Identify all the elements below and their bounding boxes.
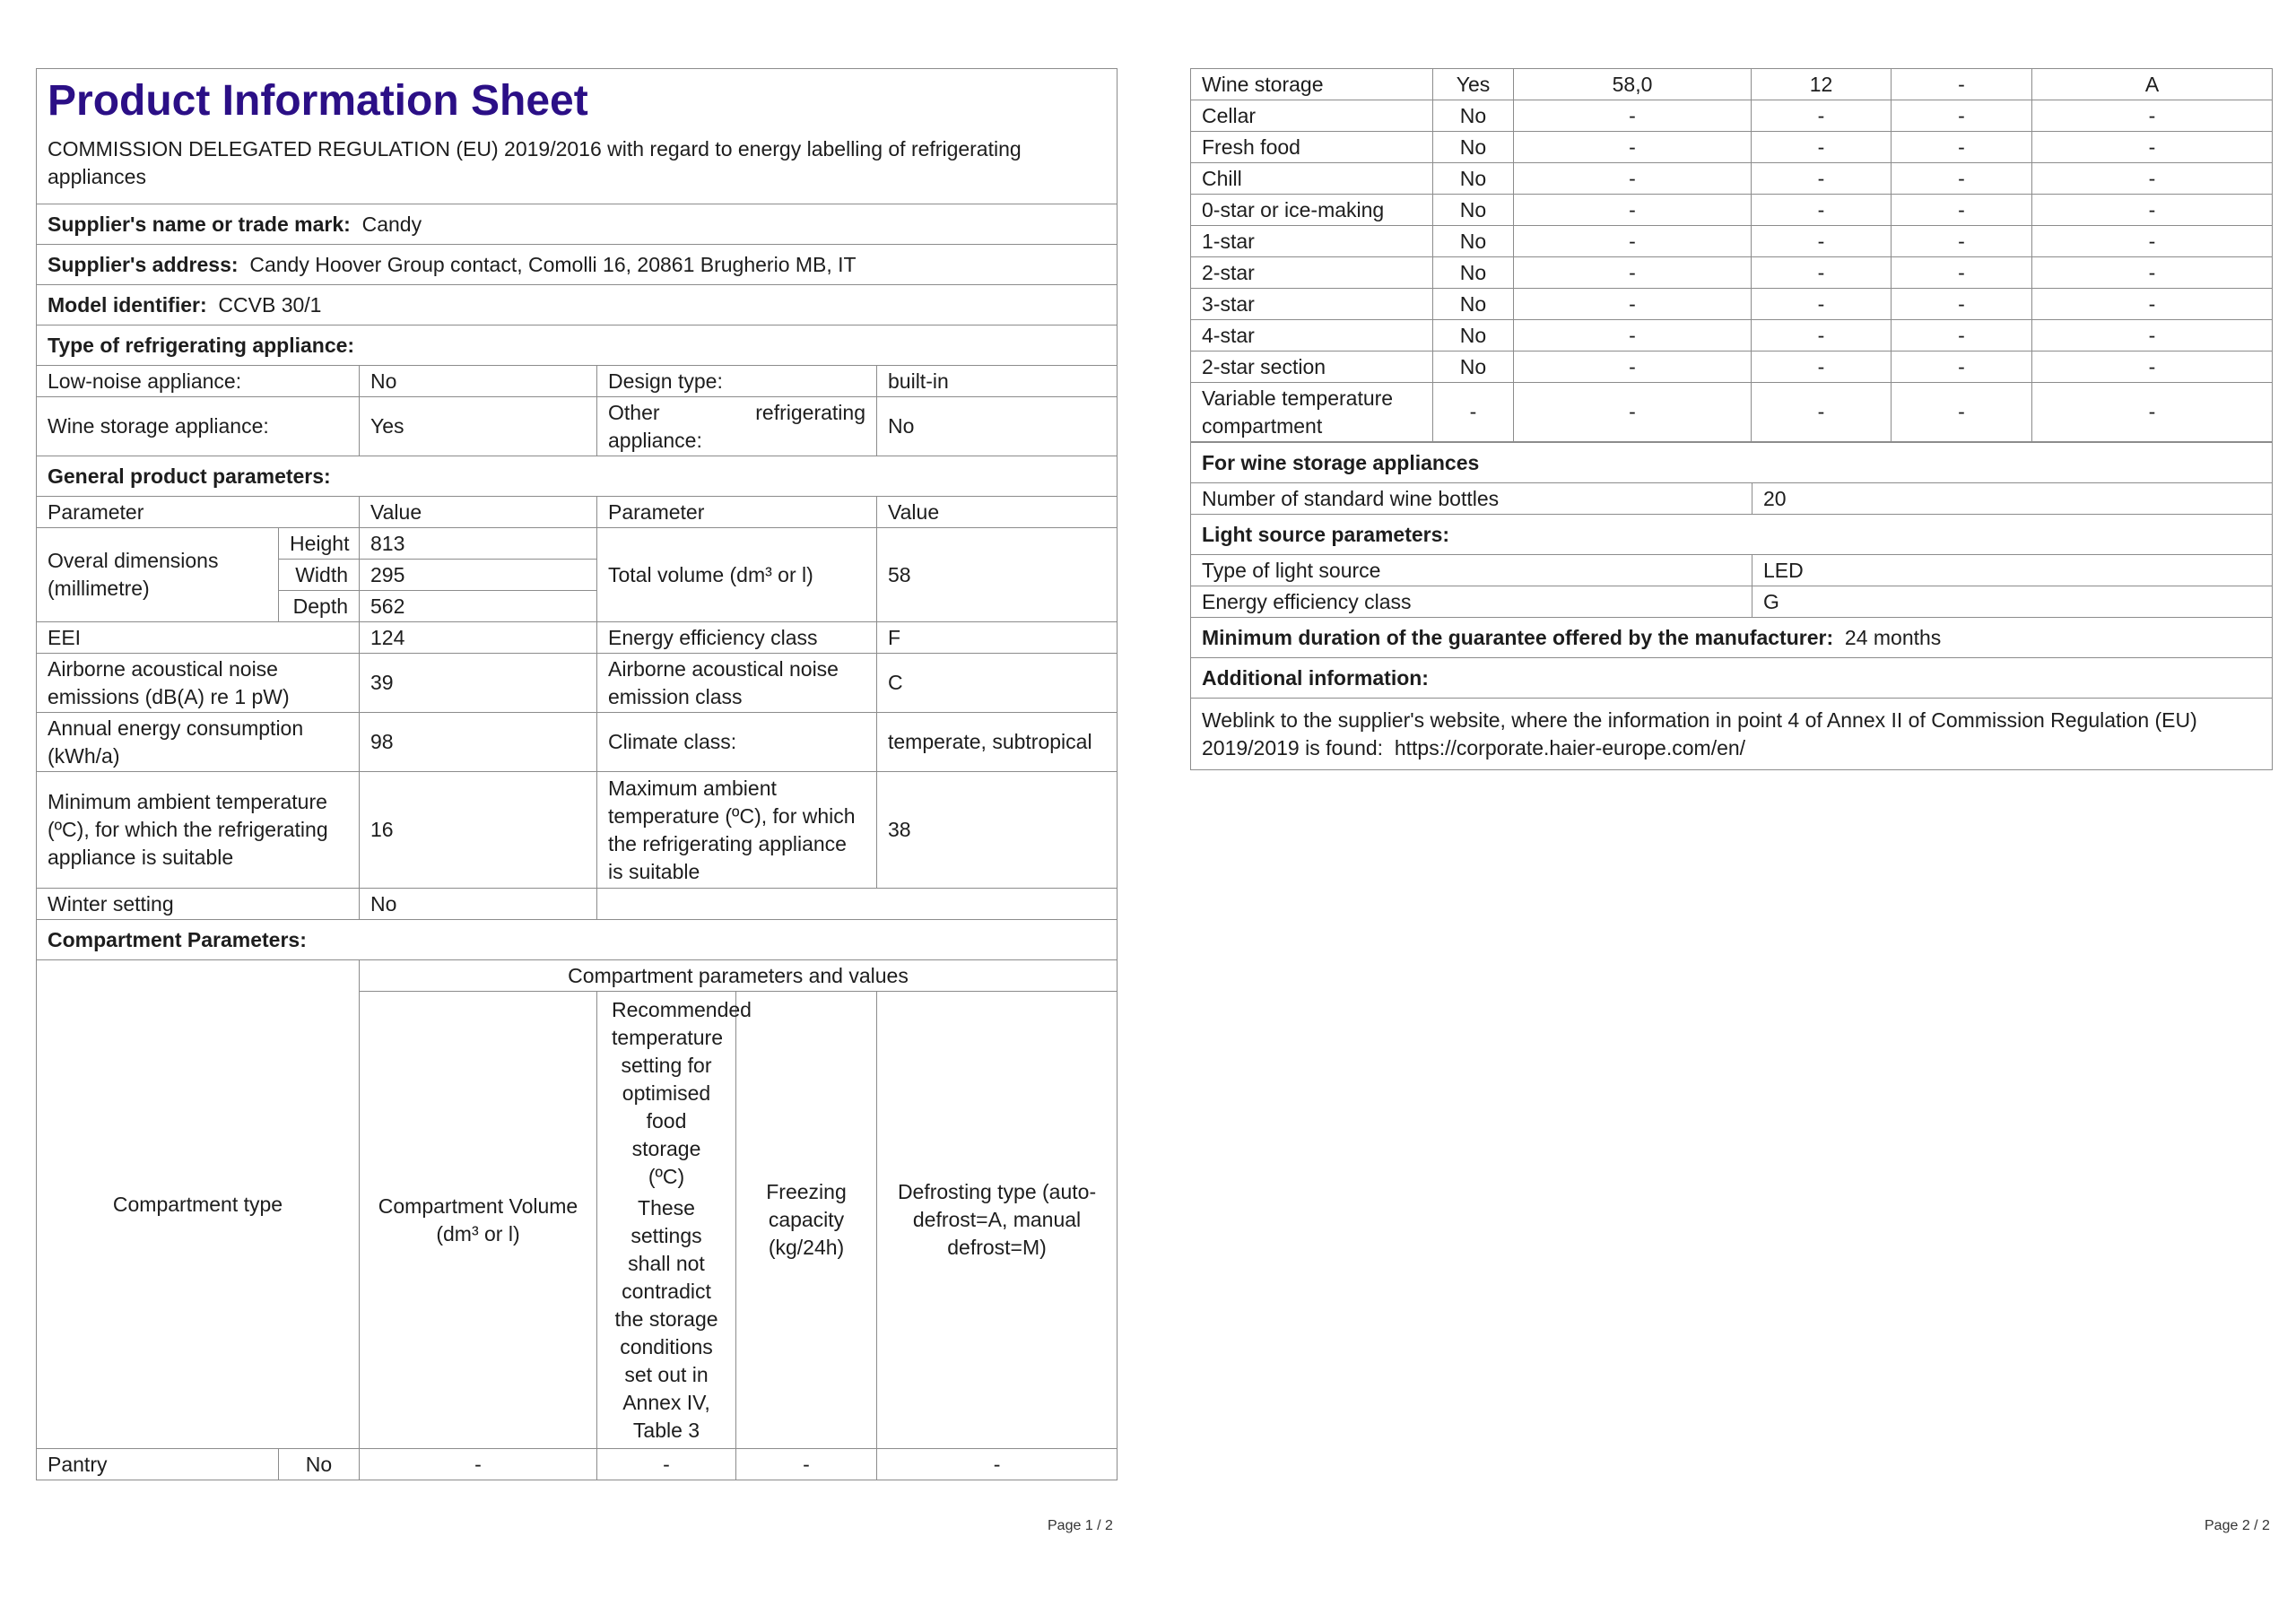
compartment-temp: - [1752, 195, 1892, 226]
compartment-temp: - [1752, 383, 1892, 442]
compartment-present: No [1433, 320, 1514, 352]
compartment-volume: - [1514, 289, 1752, 320]
compartment-present: Yes [1433, 69, 1514, 100]
comp-volume-header: Compartment Volume (dm³ or l) [360, 992, 597, 1449]
compartment-row [1191, 132, 2273, 163]
model-row [37, 285, 1118, 325]
page-2 [1190, 68, 2272, 770]
compartment-row [1191, 195, 2273, 226]
compartment-temp: - [1752, 320, 1892, 352]
wine-storage-label: Wine storage appliance: [37, 397, 360, 456]
guarantee-label: Minimum duration of the guarantee offered by the manufacturer: [1202, 625, 1834, 649]
compartment-defrost: - [2032, 163, 2273, 195]
pantry-present: No [279, 1449, 360, 1480]
pantry-temp: - [597, 1449, 736, 1480]
width-value: 295 [360, 560, 597, 591]
wine-storage-value: Yes [360, 397, 597, 456]
guarantee-row [1191, 618, 2273, 658]
compartment-freezing: - [1892, 226, 2032, 257]
annual-consumption-value: 98 [360, 713, 597, 772]
compartment-defrost: A [2032, 69, 2273, 100]
weblink-url[interactable]: https://corporate.haier-europe.com/en/ [1394, 735, 1746, 759]
compartment-row [1191, 100, 2273, 132]
compartment-defrost: - [2032, 195, 2273, 226]
model-value: CCVB 30/1 [218, 292, 322, 317]
compartment-volume: - [1514, 195, 1752, 226]
compartment-row [1191, 289, 2273, 320]
col-parameter-2: Parameter [597, 497, 877, 528]
compartment-defrost: - [2032, 289, 2273, 320]
supplier-address-row [37, 245, 1118, 285]
compartment-name: Chill [1191, 163, 1433, 195]
general-params-heading: General product parameters: [37, 456, 1118, 497]
compartment-row [1191, 383, 2273, 442]
additional-info-heading: Additional information: [1191, 658, 2273, 699]
compartment-present: No [1433, 226, 1514, 257]
compartment-name: Fresh food [1191, 132, 1433, 163]
eei-label: EEI [37, 622, 360, 654]
compartment-defrost: - [2032, 226, 2273, 257]
regulation-subtitle: COMMISSION DELEGATED REGULATION (EU) 2019/2016 with regard to energy labelling of refrigerating appliances [48, 137, 1022, 188]
compartment-temp: - [1752, 100, 1892, 132]
eec-label: Energy efficiency class [597, 622, 877, 654]
compartment-volume: - [1514, 352, 1752, 383]
light-type-value: LED [1752, 555, 2273, 586]
total-volume-value: 58 [877, 528, 1118, 622]
supplier-name-value: Candy [361, 212, 422, 236]
compartment-freezing: - [1892, 163, 2032, 195]
light-eec-value: G [1752, 586, 2273, 618]
compartment-row [1191, 163, 2273, 195]
supplier-name-row [37, 204, 1118, 245]
compartment-name: Cellar [1191, 100, 1433, 132]
additional-table [1190, 442, 2273, 770]
height-value: 813 [360, 528, 597, 560]
col-parameter: Parameter [37, 497, 360, 528]
compartment-defrost: - [2032, 100, 2273, 132]
compartment-freezing: - [1892, 289, 2032, 320]
compartment-defrost: - [2032, 383, 2273, 442]
page-1-footer: Page 1 / 2 [1048, 1518, 1113, 1533]
compartment-volume: - [1514, 132, 1752, 163]
compartment-table [1190, 68, 2273, 442]
compartment-name: 1-star [1191, 226, 1433, 257]
low-noise-value: No [360, 366, 597, 397]
appliance-type-heading: Type of refrigerating appliance: [37, 325, 1118, 366]
compartment-present: - [1433, 383, 1514, 442]
compartment-present: No [1433, 195, 1514, 226]
compartment-temp: - [1752, 352, 1892, 383]
compartment-volume: - [1514, 320, 1752, 352]
comp-params-header: Compartment parameters and values [360, 960, 1118, 992]
compartment-temp: - [1752, 132, 1892, 163]
climate-class-value: temperate, subtropical [877, 713, 1118, 772]
supplier-address-value: Candy Hoover Group contact, Comolli 16, 20861 Brugherio MB, IT [249, 252, 857, 276]
col-value: Value [360, 497, 597, 528]
compartment-defrost: - [2032, 257, 2273, 289]
compartment-present: No [1433, 163, 1514, 195]
compartment-name: 3-star [1191, 289, 1433, 320]
compartment-temp: - [1752, 163, 1892, 195]
compartment-freezing: - [1892, 100, 2032, 132]
weblink-row [1191, 699, 2273, 770]
compartment-row [1191, 320, 2273, 352]
pantry-defrost: - [877, 1449, 1118, 1480]
compartment-name: Variable temperature compartment [1191, 383, 1433, 442]
compartment-temp: - [1752, 257, 1892, 289]
pantry-label: Pantry [37, 1449, 279, 1480]
page-title: Product Information Sheet [48, 77, 588, 125]
light-source-heading: Light source parameters: [1191, 515, 2273, 555]
compartment-name: 2-star section [1191, 352, 1433, 383]
page-2-footer: Page 2 / 2 [2205, 1518, 2270, 1533]
compartment-volume: - [1514, 257, 1752, 289]
compartment-defrost: - [2032, 352, 2273, 383]
empty-cell [597, 889, 1118, 920]
comp-temp-header-note: These settings shall not contradict the storage conditions set out in Annex IV, Table 3 [614, 1195, 718, 1442]
compartment-present: No [1433, 289, 1514, 320]
compartment-present: No [1433, 100, 1514, 132]
bottles-value: 20 [1752, 483, 2273, 515]
low-noise-label: Low-noise appliance: [37, 366, 360, 397]
compartment-row [1191, 69, 2273, 100]
compartment-temp: - [1752, 289, 1892, 320]
max-temp-label: Maximum ambient temperature (ºC), for which the refrigerating appliance is suitable [597, 772, 877, 889]
annual-consumption-label: Annual energy consumption (kWh/a) [37, 713, 360, 772]
supplier-name-label: Supplier's name or trade mark: [48, 212, 351, 236]
supplier-address-label: Supplier's address: [48, 252, 239, 276]
climate-class-label: Climate class: [597, 713, 877, 772]
compartment-volume: 58,0 [1514, 69, 1752, 100]
comp-defrost-header: Defrosting type (auto-defrost=A, manual defrost=M) [877, 992, 1118, 1449]
other-appliance-label: Other refrigerating appliance: [597, 397, 877, 456]
col-value-2: Value [877, 497, 1118, 528]
compartment-freezing: - [1892, 195, 2032, 226]
header-cell [37, 69, 1118, 204]
dimensions-label: Overal dimensions (millimetre) [37, 528, 279, 622]
noise-class-value: C [877, 654, 1118, 713]
light-type-label: Type of light source [1191, 555, 1752, 586]
compartment-freezing: - [1892, 352, 2032, 383]
light-eec-label: Energy efficiency class [1191, 586, 1752, 618]
eei-value: 124 [360, 622, 597, 654]
compartment-temp: 12 [1752, 69, 1892, 100]
noise-label: Airborne acoustical noise emissions (dB(A) re 1 pW) [37, 654, 360, 713]
pantry-freezing: - [736, 1449, 877, 1480]
eec-value: F [877, 622, 1118, 654]
compartment-freezing: - [1892, 320, 2032, 352]
guarantee-value: 24 months [1844, 625, 1942, 649]
bottles-label: Number of standard wine bottles [1191, 483, 1752, 515]
depth-value: 562 [360, 591, 597, 622]
model-label: Model identifier: [48, 292, 207, 317]
noise-value: 39 [360, 654, 597, 713]
compartment-volume: - [1514, 100, 1752, 132]
winter-setting-label: Winter setting [37, 889, 360, 920]
compartment-row [1191, 257, 2273, 289]
compartment-present: No [1433, 132, 1514, 163]
comp-temp-header-main: Recommended temperature setting for optimised food storage (ºC) [612, 997, 752, 1188]
comp-type-header: Compartment type [37, 960, 360, 1449]
compartment-present: No [1433, 352, 1514, 383]
comp-freezing-header: Freezing capacity (kg/24h) [736, 992, 877, 1449]
pantry-volume: - [360, 1449, 597, 1480]
weblink-text: Weblink to the supplier's website, where the information in point 4 of Annex II of Commission Regulation (EU) 2019/2019 is found: [1202, 707, 2197, 759]
total-volume-label: Total volume (dm³ or l) [597, 528, 877, 622]
design-type-value: built-in [877, 366, 1118, 397]
compartment-freezing: - [1892, 69, 2032, 100]
winter-setting-value: No [360, 889, 597, 920]
compartment-defrost: - [2032, 320, 2273, 352]
compartment-volume: - [1514, 383, 1752, 442]
compartment-name: 0-star or ice-making [1191, 195, 1433, 226]
other-appliance-value: No [877, 397, 1118, 456]
compartment-freezing: - [1892, 257, 2032, 289]
compartment-freezing: - [1892, 383, 2032, 442]
page-1 [36, 68, 1117, 1480]
width-label: Width [279, 560, 360, 591]
max-temp-value: 38 [877, 772, 1118, 889]
depth-label: Depth [279, 591, 360, 622]
compartment-volume: - [1514, 226, 1752, 257]
min-temp-label: Minimum ambient temperature (ºC), for which the refrigerating appliance is suitable [37, 772, 360, 889]
height-label: Height [279, 528, 360, 560]
compartment-row [1191, 352, 2273, 383]
wine-section-heading: For wine storage appliances [1191, 443, 2273, 483]
design-type-label: Design type: [597, 366, 877, 397]
compartment-row [1191, 226, 2273, 257]
compartment-present: No [1433, 257, 1514, 289]
compartment-temp: - [1752, 226, 1892, 257]
compartment-freezing: - [1892, 132, 2032, 163]
comp-temp-header [597, 992, 752, 1449]
compartment-params-heading: Compartment Parameters: [37, 920, 1118, 960]
min-temp-value: 16 [360, 772, 597, 889]
info-sheet-table [36, 68, 1118, 1480]
compartment-name: 4-star [1191, 320, 1433, 352]
compartment-volume: - [1514, 163, 1752, 195]
noise-class-label: Airborne acoustical noise emission class [597, 654, 877, 713]
compartment-rows [1191, 69, 2273, 442]
compartment-name: Wine storage [1191, 69, 1433, 100]
compartment-name: 2-star [1191, 257, 1433, 289]
compartment-defrost: - [2032, 132, 2273, 163]
